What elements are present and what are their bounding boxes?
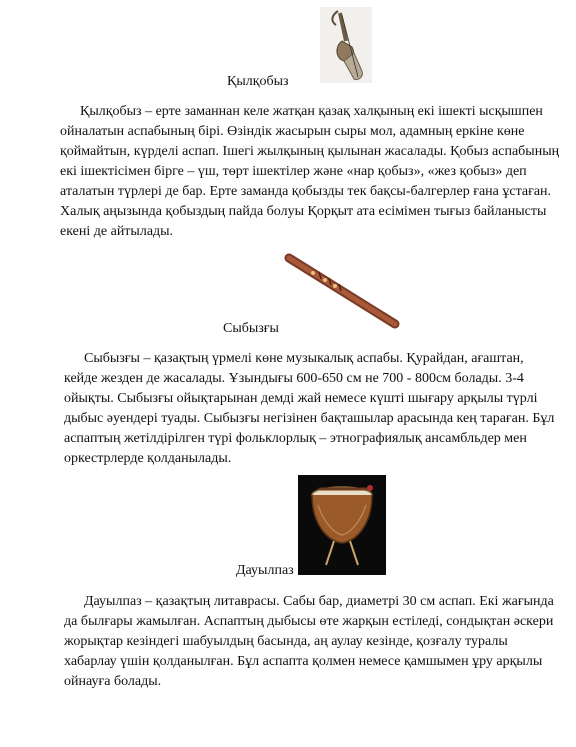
- kobyz-text: Қылқобыз – ерте заманнан келе жатқан қазақ халқының екі ішекті ысқышпен ойналатын аспабының бірі. Өзіндік жасырын сыры мол, адамның еркіне көне қоймайтын, күрделі аспап. Ішегі жылқының қылынан жасалады. Қобыз аспабының екі ішектісімен бірге – үш, төрт ішектілер және «нар қобыз», «жез қобыз» деп аталатын түрлері де бар. Ерте заманда қобызды тек бақсы-балгерлер ғана ұстаған. Халық аңызында қобыздың пайда болуы Қорқыт ата есімімен тығыз байланысты екені де айтылады.: [60, 104, 560, 239]
- dauylpaz-caption: Дауылпаз: [236, 563, 294, 578]
- dauylpaz-paragraph: [64, 592, 560, 692]
- kobyz-paragraph: [60, 102, 560, 242]
- dauylpaz-text: Дауылпаз – қазақтың литаврасы. Сабы бар, диаметрі 30 см аспап. Екі жағында да былғары жамылған. Аспаптың дыбысы өте жарқын естіледі, сондықтан әскери жорықтар кезіндегі шабуылдың басында, аң аулау кезінде, қозғалу туралы хабарлау үшін қолданылған. Бұл аспапта қолмен немесе қамшымен ұру арқылы ойнауға болады.: [64, 594, 554, 689]
- sybyzgy-paragraph: [64, 349, 560, 469]
- dauylpaz-image: [298, 475, 386, 575]
- sybyzgy-caption: Сыбызғы: [223, 321, 279, 336]
- kobyz-caption: Қылқобыз: [227, 74, 289, 89]
- sybyzgy-text: Сыбызғы – қазақтың үрмелі көне музыкалық аспабы. Қурайдан, ағаштан, кейде жезден де жасалады. Ұзындығы 600-650 см не 700 - 800см болады. 3-4 ойықты. Сыбызғы ойықтарынан демді жай немесе күшті шығару арқылы түрлі дыбыс әуендері туады. Сыбызғы негізінен бақташылар арасында кең тараған. Бұл аспаптың жетілдірілген түрі фольклорлық – этнографиялық ансамбльдер мен оркестрлерде қолданылады.: [64, 351, 555, 466]
- sybyzgy-image: [283, 246, 400, 332]
- kobyz-image: [320, 7, 372, 83]
